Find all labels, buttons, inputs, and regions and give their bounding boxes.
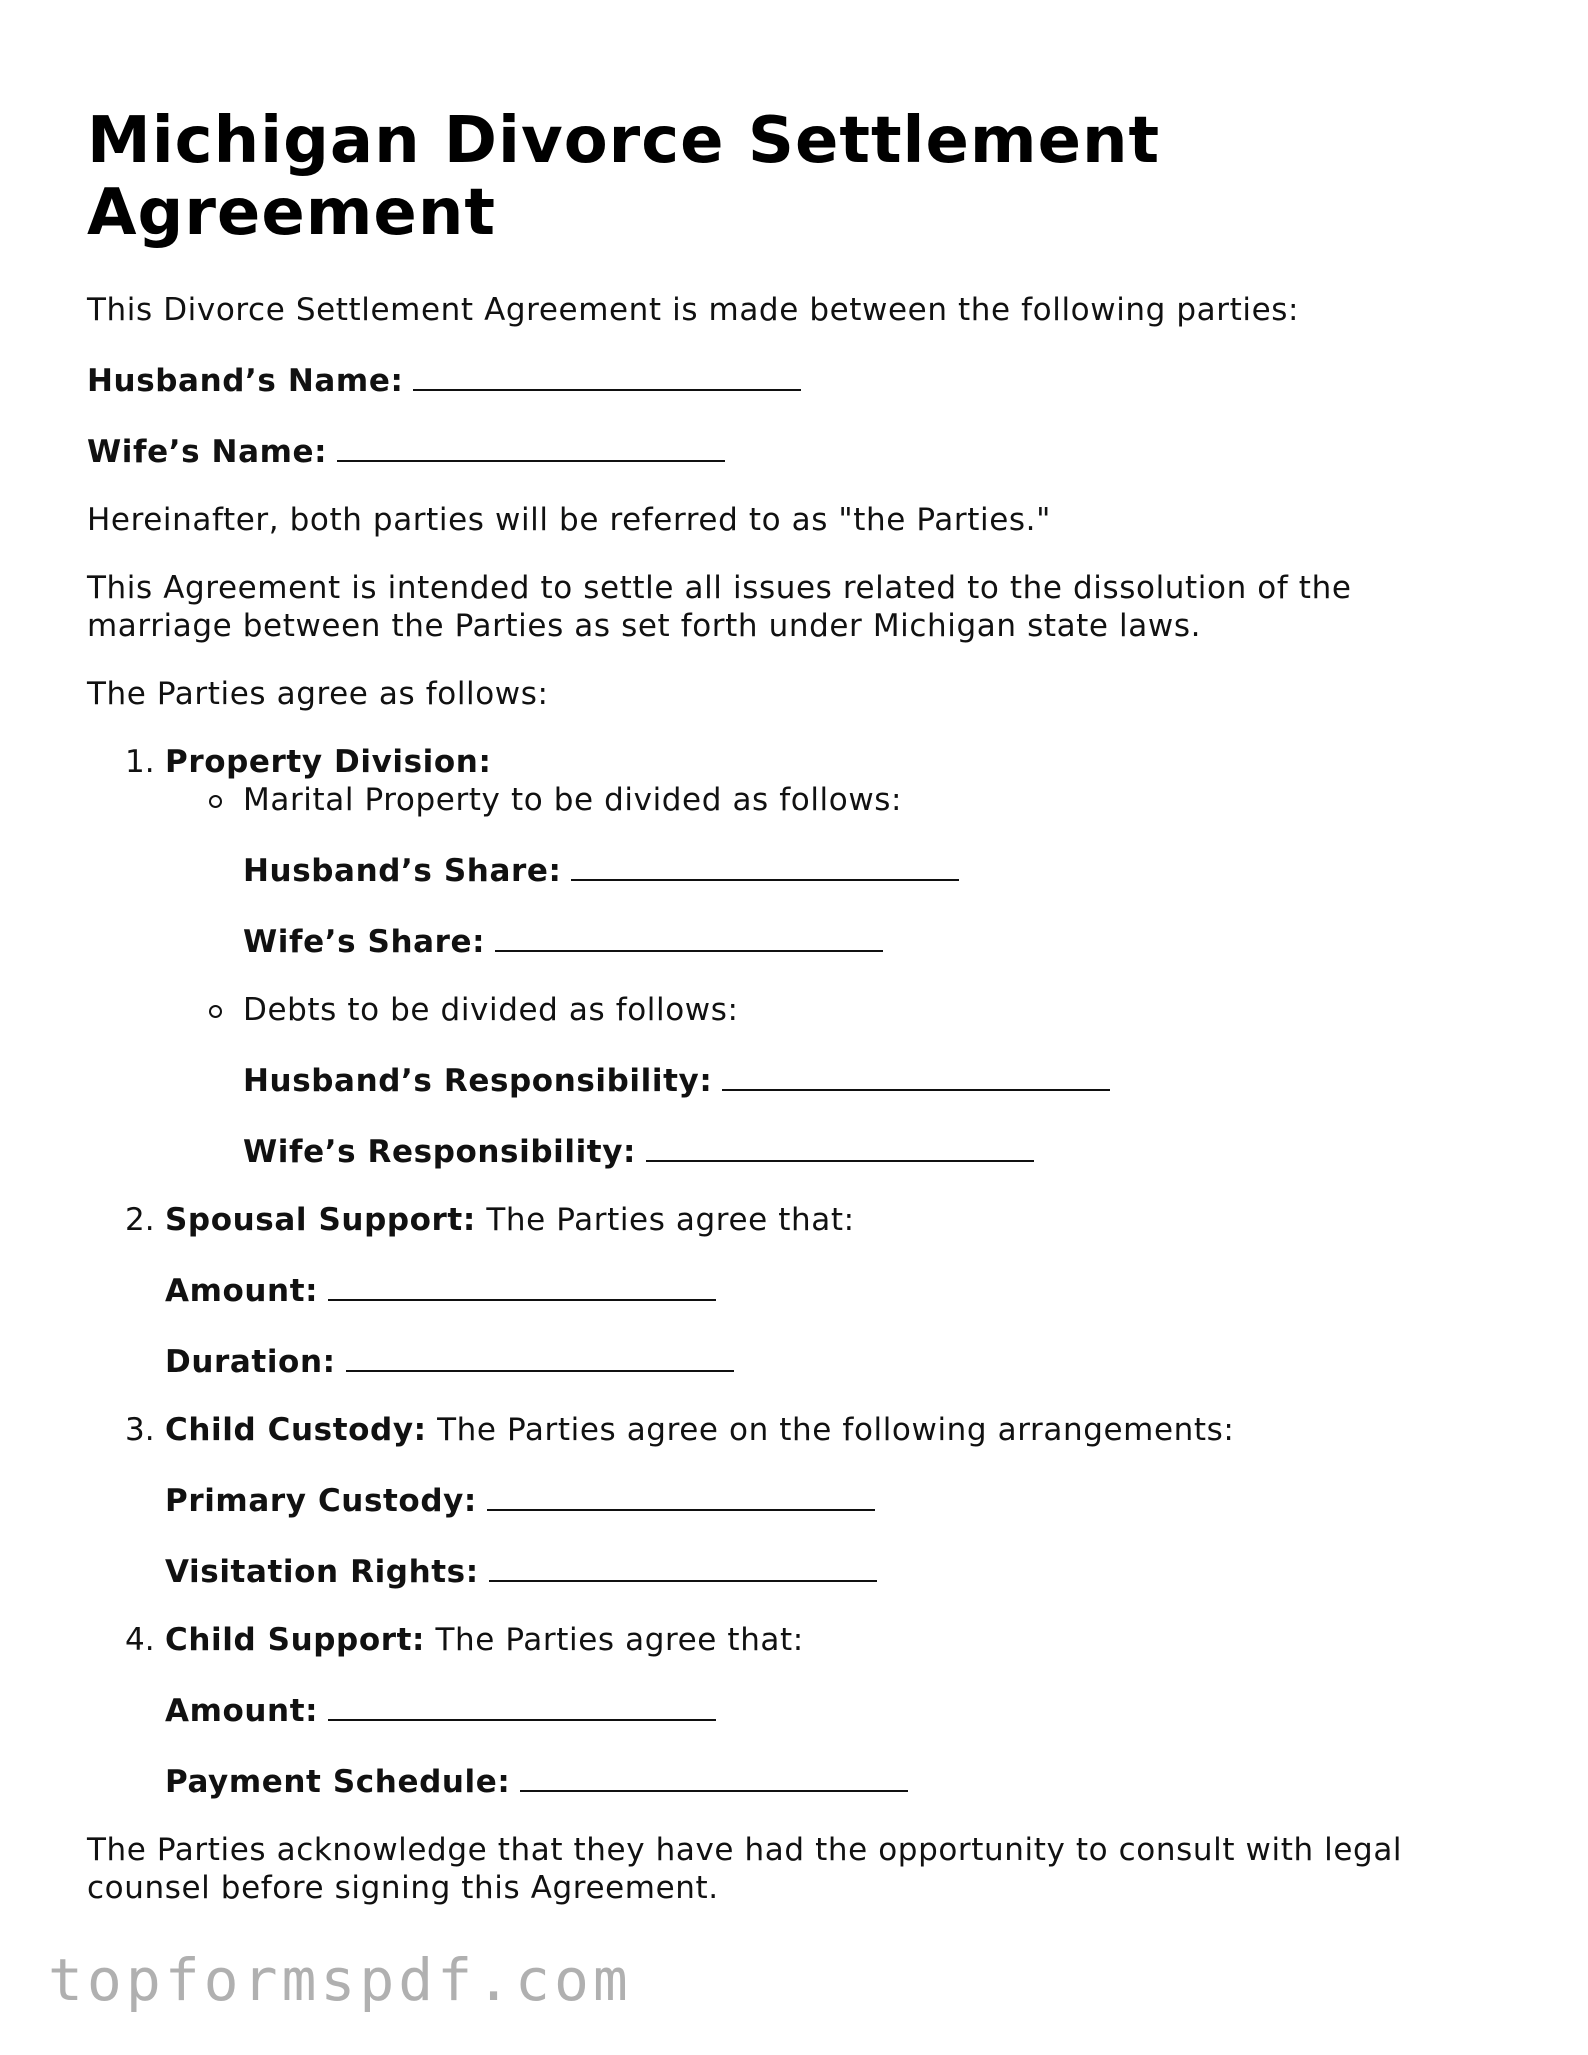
agree-intro-text: The Parties agree as follows:	[87, 676, 549, 712]
husband-name-field	[87, 359, 1507, 400]
husband-share-field	[243, 849, 1507, 890]
section-heading	[165, 743, 1507, 781]
watermark: topformspdf.com	[48, 1946, 632, 2014]
section-heading	[165, 1621, 1507, 1659]
spousal-amount-blank[interactable]	[328, 1269, 716, 1301]
field-label: Primary Custody:	[165, 1483, 477, 1519]
child-support-amount-blank[interactable]	[328, 1689, 716, 1721]
sub-item-text: Debts to be divided as follows:	[243, 992, 739, 1028]
closing-text: The Parties acknowledge that they have had the opportunity to consult with legal counsel before signing this Agreement.	[87, 1832, 1403, 1906]
field-label: Wife’s Share:	[243, 924, 486, 960]
section-title: Child Custody:	[165, 1412, 427, 1448]
field-label: Visitation Rights:	[165, 1554, 479, 1590]
visitation-rights-field	[165, 1550, 1507, 1591]
section-spousal-support	[87, 1201, 1507, 1381]
hereinafter-text: Hereinafter, both parties will be referred to as "the Parties."	[87, 502, 1051, 538]
wife-name-label: Wife’s Name:	[87, 434, 328, 470]
husband-name-label: Husband’s Name:	[87, 363, 404, 399]
section-number: 4.	[125, 1622, 155, 1658]
section-text: The Parties agree on the following arrangements:	[426, 1412, 1235, 1448]
section-number: 1.	[125, 744, 155, 780]
section-heading	[165, 1201, 1507, 1239]
section-property-division	[87, 743, 1507, 1171]
sub-item-text: Marital Property to be divided as follows:	[243, 782, 903, 818]
document-page	[87, 105, 1507, 1907]
visitation-rights-blank[interactable]	[489, 1550, 877, 1582]
purpose-text: This Agreement is intended to settle all issues related to the dissolution of the marriage between the Parties as set forth under Michigan state laws.	[87, 570, 1352, 644]
wife-responsibility-field	[243, 1130, 1507, 1171]
wife-name-field	[87, 430, 1507, 471]
property-sub-list	[165, 781, 1507, 1171]
section-title: Spousal Support:	[165, 1202, 476, 1238]
husband-responsibility-field	[243, 1059, 1507, 1100]
circle-bullet-icon	[209, 1005, 222, 1018]
wife-share-blank[interactable]	[495, 920, 883, 952]
husband-share-blank[interactable]	[571, 849, 959, 881]
section-text: The Parties agree that:	[425, 1622, 804, 1658]
field-label: Duration:	[165, 1344, 336, 1380]
list-item	[165, 781, 1507, 961]
sections-list	[87, 743, 1507, 1801]
wife-responsibility-blank[interactable]	[646, 1130, 1034, 1162]
list-item	[165, 991, 1507, 1171]
section-child-custody	[87, 1411, 1507, 1591]
payment-schedule-blank[interactable]	[520, 1760, 908, 1792]
spousal-duration-field	[165, 1340, 1507, 1381]
section-text: The Parties agree that:	[475, 1202, 855, 1238]
field-label: Husband’s Responsibility:	[243, 1063, 713, 1099]
section-title: Property Division:	[165, 744, 492, 780]
section-number: 2.	[125, 1202, 155, 1238]
intro-text: This Divorce Settlement Agreement is made between the following parties:	[87, 292, 1300, 328]
field-label: Husband’s Share:	[243, 853, 562, 889]
page-title: Michigan Divorce Settlement Agreement	[87, 104, 1161, 250]
payment-schedule-field	[165, 1760, 1507, 1801]
field-label: Wife’s Responsibility:	[243, 1134, 637, 1170]
circle-bullet-icon	[209, 795, 222, 808]
field-label: Amount:	[165, 1693, 319, 1729]
husband-responsibility-blank[interactable]	[722, 1059, 1110, 1091]
section-title: Child Support:	[165, 1622, 426, 1658]
section-number: 3.	[125, 1412, 155, 1448]
wife-name-blank[interactable]	[337, 430, 725, 462]
primary-custody-field	[165, 1479, 1507, 1520]
primary-custody-blank[interactable]	[487, 1479, 875, 1511]
spousal-duration-blank[interactable]	[346, 1340, 734, 1372]
field-label: Amount:	[165, 1273, 319, 1309]
spousal-amount-field	[165, 1269, 1507, 1310]
field-label: Payment Schedule:	[165, 1764, 511, 1800]
wife-share-field	[243, 920, 1507, 961]
section-heading	[165, 1411, 1507, 1449]
child-support-amount-field	[165, 1689, 1507, 1730]
husband-name-blank[interactable]	[413, 359, 801, 391]
section-child-support	[87, 1621, 1507, 1801]
